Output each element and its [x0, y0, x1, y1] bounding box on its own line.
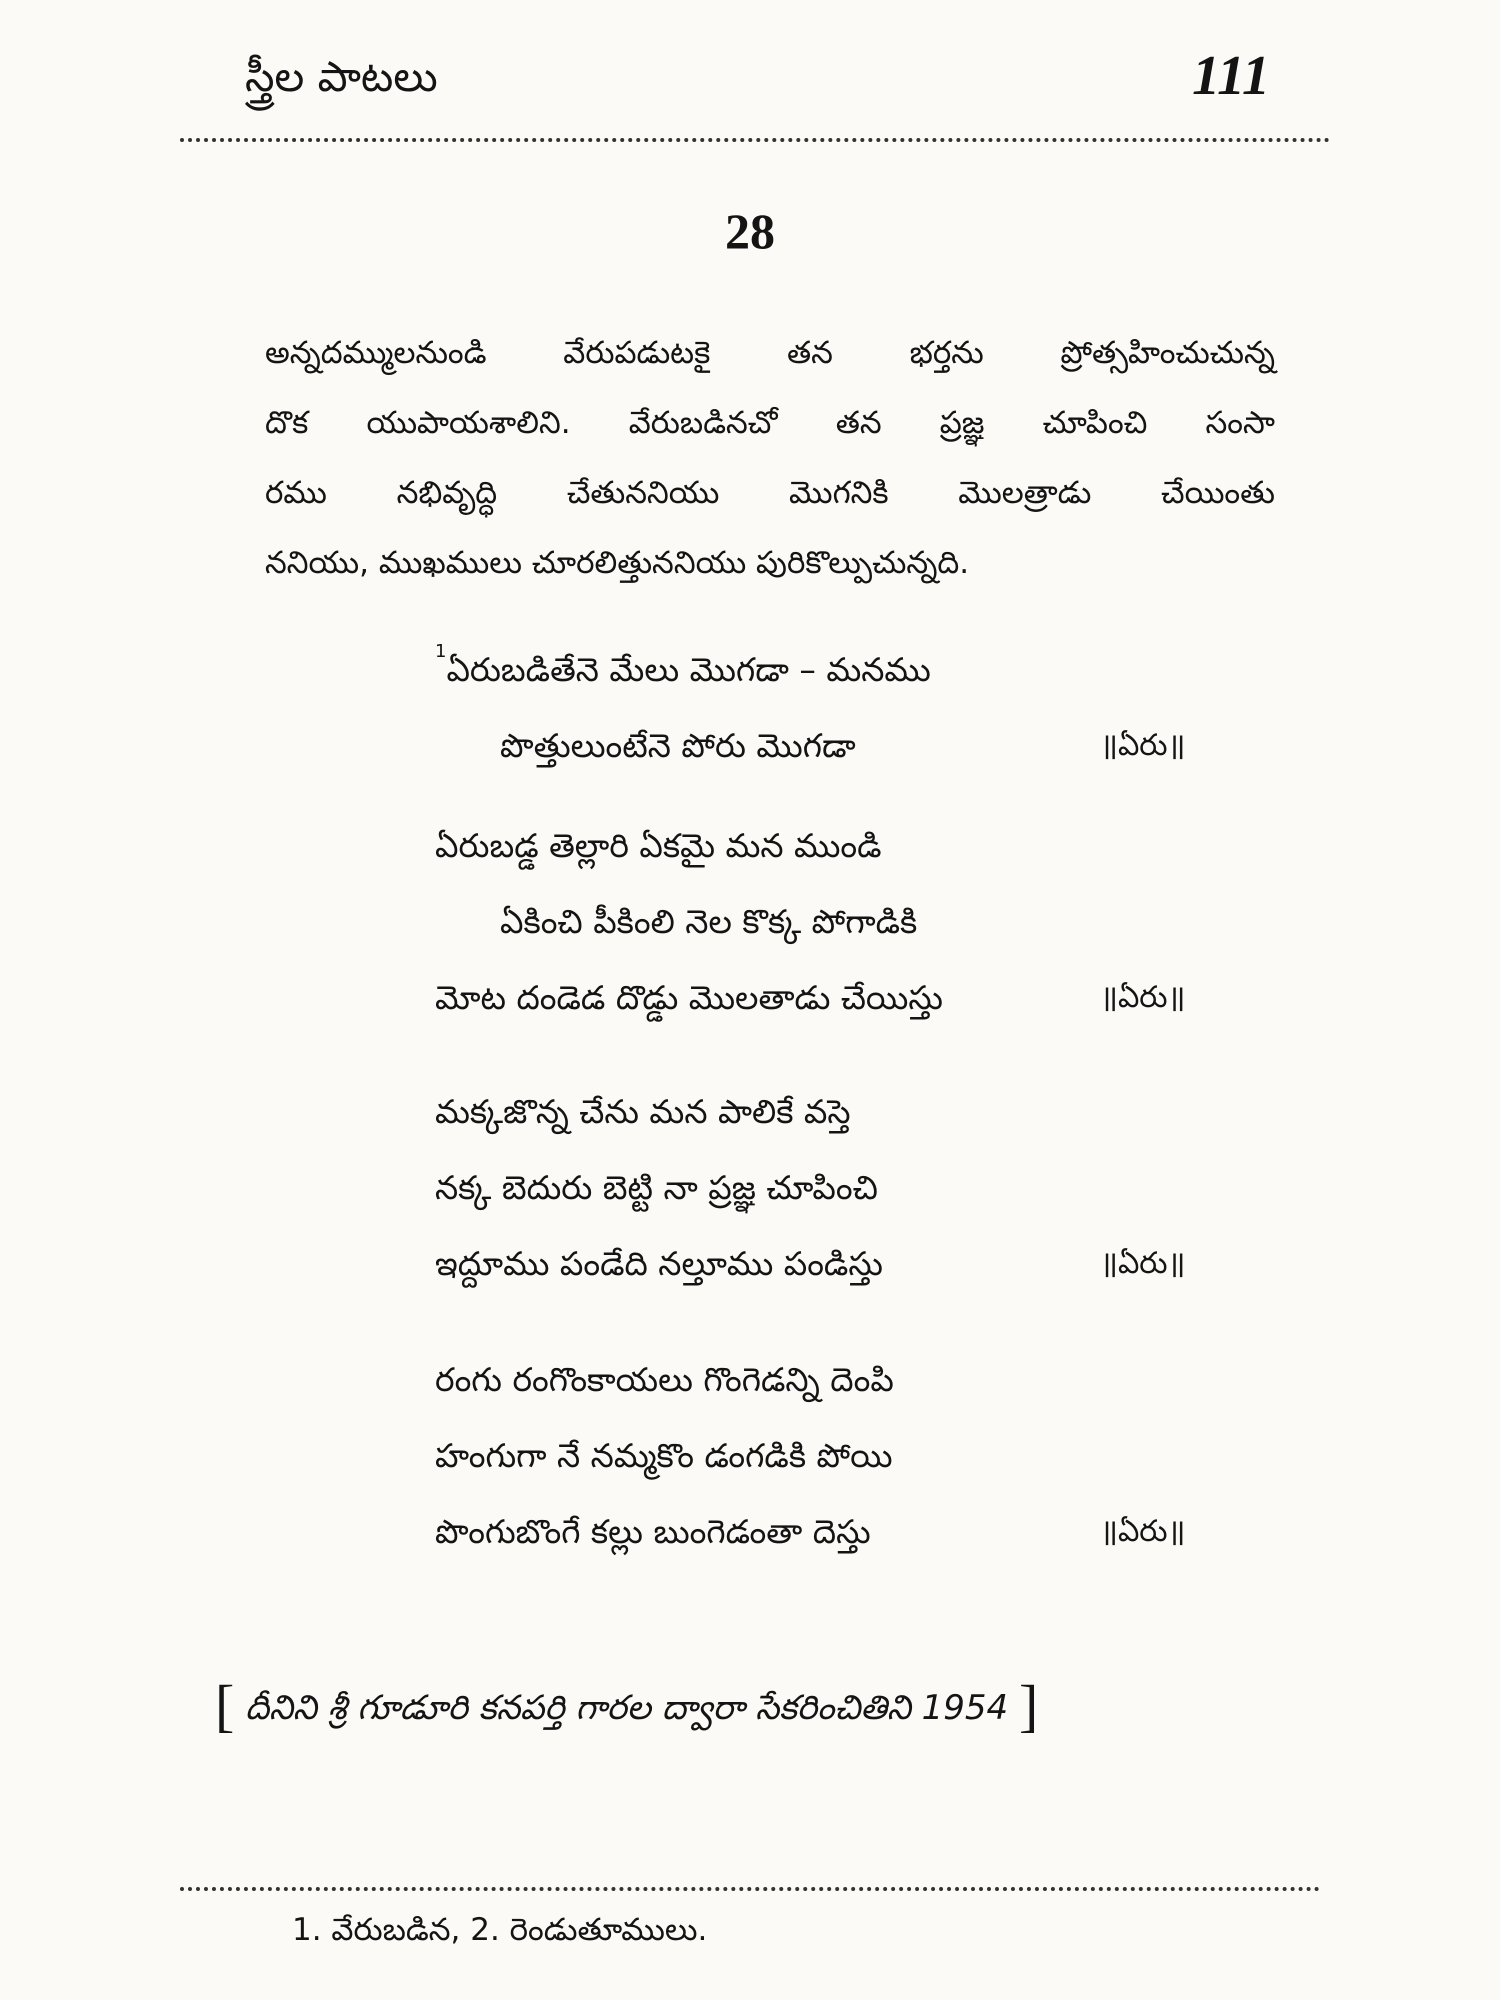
- refrain-marker: ॥ఏరు॥: [1100, 980, 1186, 1015]
- footnote-dotted-rule: [180, 1887, 1320, 1891]
- footnote-marker: 1: [435, 641, 447, 662]
- stanza-4: [435, 1342, 1235, 1570]
- verse-line: మక్కజొన్న చేను మన పాలికే వస్తె: [435, 1092, 851, 1131]
- close-bracket: ]: [1018, 1673, 1039, 1738]
- stanza-1: [435, 632, 1235, 784]
- refrain-marker: ॥ఏరు॥: [1100, 1246, 1186, 1281]
- verse-line: నక్క బెదురు బెట్టి నా ప్రజ్ఞ చూపించి: [435, 1168, 878, 1207]
- verse-line: మోట దండెడ దొడ్డు మొలతాడు చేయిస్తు ॥ఏరు॥: [435, 960, 1235, 1036]
- verse-line: ఏకించి పీకింలి నెల కొక్క పోగాడికి: [500, 902, 918, 941]
- verse-line: $^1$ఏరుబడితేనె మేలు మొగడా – మనము: [435, 641, 931, 689]
- verse-line: హంగుగా నే నమ్మకొం డంగడికి పోయి: [435, 1436, 893, 1475]
- stanza-3: [435, 1074, 1235, 1302]
- collection-attribution: [215, 1672, 1340, 1739]
- footnotes: 1. వేరుబడిన, 2. రెండుతూములు.: [292, 1912, 708, 1948]
- open-bracket: [: [215, 1673, 235, 1738]
- verse-line: ఇద్దూము పండేది నల్తూము పండిస్తు ॥ఏరు॥: [435, 1226, 1235, 1302]
- refrain-marker: ॥ఏరు॥: [1100, 728, 1186, 763]
- page-number: 111: [1192, 45, 1270, 107]
- intro-line: దొక యుపాయశాలిని. వేరుబడినచో తన ప్రజ్ఞ చూపించి సంసా: [265, 405, 1275, 441]
- intro-paragraph: [265, 318, 1275, 598]
- verse-line: పొత్తులుంటేనె పోరు మొగడా ॥ఏరు॥: [435, 708, 1235, 784]
- header-dotted-rule: [180, 138, 1330, 142]
- intro-line: ననియు, ముఖములు చూరలిత్తుననియు పురికొల్పుచున్నది.: [265, 545, 970, 581]
- refrain-marker: ॥ఏరు॥: [1100, 1514, 1186, 1549]
- running-header-title: స్త్రీల పాటలు: [245, 52, 438, 101]
- intro-line: అన్నదమ్ములనుండి వేరుపడుటకై తన భర్తను ప్రోత్సహించుచున్న: [265, 335, 1275, 371]
- verse-line: రంగు రంగొంకాయలు గొంగెడన్ని దెంపి: [435, 1360, 894, 1399]
- stanza-2: [435, 808, 1235, 1036]
- verse-line: ఏరుబడ్డ తెల్లారి ఏకమై మన ముండి: [435, 826, 882, 865]
- attribution-text: దీనిని శ్రీ గూడూరి కనపర్తి గారల ద్వారా సేకరించితిని 1954: [245, 1688, 1009, 1728]
- intro-line: రము నభివృద్ధి చేతుననియు మొగనికి మొలత్రాడు చేయింతు: [265, 475, 1275, 511]
- song-number: 28: [725, 203, 775, 259]
- verse-line: పొంగుబొంగే కల్లు బుంగెడంతా దెస్తు ॥ఏరు॥: [435, 1494, 1235, 1570]
